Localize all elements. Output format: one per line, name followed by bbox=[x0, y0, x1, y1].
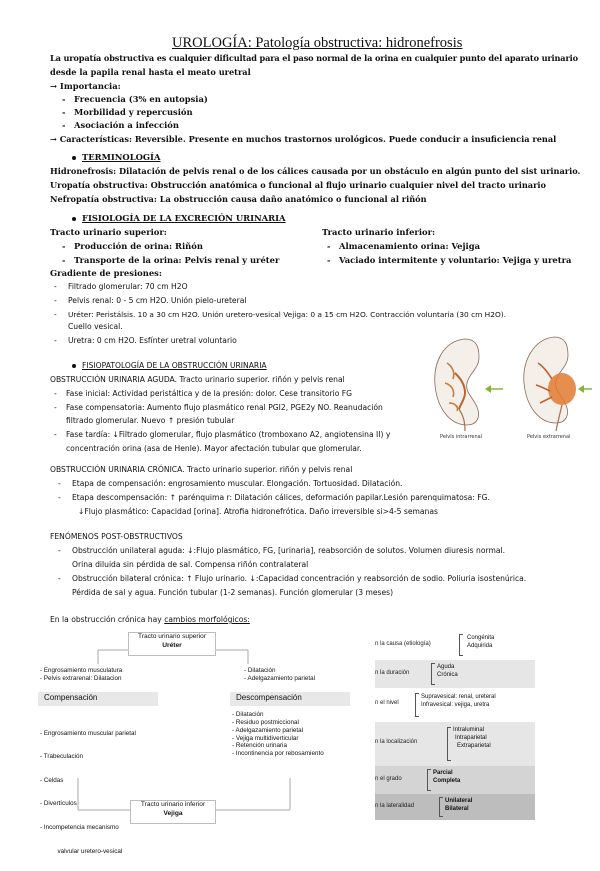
gradiente-title: Gradiente de presiones: bbox=[50, 268, 162, 278]
descompensacion-list: - Dilatación - Residuo postmiccional - Adelgazamiento parietal - Vejiga multidiverticular - Retención urinaria - Incontinencia por rebosamiento bbox=[232, 711, 324, 758]
compensacion-list: - Engrosamiento muscular parietal - Trabeculación - Celdas - Divertículos - Incompetencia mecanismo valvular uretero-vesical bbox=[40, 729, 136, 855]
intro-line-2: desde la papila renal hasta el meato uretral bbox=[50, 67, 251, 77]
gradiente-item: - Uréter: Peristálsis. 10 a 30 cm H2O. Unión uretero-vesical Vejiga: 0 a 15 cm H2O. Contracción voluntaria (30 cm H2O). bbox=[54, 310, 506, 319]
gradiente-item: - Pelvis renal: 0 - 5 cm H2O. Unión pielo-ureteral bbox=[54, 296, 247, 305]
tracto-superior-item: - Producción de orina: Riñón bbox=[62, 241, 203, 251]
figure-caption-left: Pelvis intrarrenal bbox=[440, 434, 483, 440]
bullet-icon bbox=[72, 156, 76, 160]
post-item: - Obstrucción bilateral crónica: ↑ Flujo urinario. ↓:Capacidad concentración y reabsorción de sodio. Poliuria isostenúrica. bbox=[58, 574, 527, 583]
cronica-item: ↓Flujo plasmático: Capacidad [orina]. Atrofia hidronefrótica. Daño irreversible si>4-5 semanas bbox=[78, 507, 438, 516]
classification-table bbox=[375, 630, 535, 820]
post-item: - Obstrucción unilateral aguda: ↓:Flujo plasmático, FG, [urinaria], reabsorción de solutos. Volumen diuresis normal. bbox=[58, 546, 506, 555]
bullet-icon bbox=[72, 217, 76, 221]
classification-options: Congénita Adquirida bbox=[467, 635, 495, 650]
classification-options: Unilateral Bilateral bbox=[445, 798, 473, 813]
post-item: Orina diluida sin pérdida de sal. Compensa riñón contralateral bbox=[72, 560, 309, 569]
aguda-item: - Fase tardía: ↓Filtrado glomerular, flujo plasmático (tromboxano A2, angiotensina II) y bbox=[54, 430, 391, 439]
importancia-item: - Frecuencia (3% en autopsia) bbox=[62, 94, 208, 104]
figure-caption-right: Pelvis extrarrenal bbox=[527, 434, 571, 440]
tracto-superior-item: - Transporte de la orina: Pelvis renal y uréter bbox=[62, 255, 280, 265]
post-title: FENÓMENOS POST-OBSTRUCTIVOS bbox=[50, 532, 183, 541]
aguda-item: concentración orina (asa de Henle). Mayor afectación tubular que glomerular. bbox=[66, 444, 362, 453]
classification-options: Parcial Completa bbox=[433, 770, 461, 785]
gradiente-item: Cuello vesical. bbox=[68, 322, 123, 331]
classification-label: n la causa (etiología) bbox=[375, 641, 431, 647]
classification-row bbox=[375, 794, 535, 820]
intro-line-1: La uropatía obstructiva es cualquier dificultad para el paso normal de la orina en cualquier punto del aparato urinario bbox=[50, 53, 578, 63]
importancia-item: - Morbilidad y repercusión bbox=[62, 107, 193, 117]
terminologia-line: Hidronefrosis: Dilatación de pelvis renal o de los cálices causada por un obstáculo en algún punto del sist urinario. bbox=[50, 166, 581, 176]
caracteristicas: → Características: Reversible. Presente en muchos trastornos urológicos. Puede conducir a insuficiencia renal bbox=[50, 134, 557, 144]
cronica-item: - Etapa descompensación: ↑ parénquima r: Dilatación cálices, deformación papilar.Lesión parenquimatosa: FG. bbox=[58, 493, 490, 502]
classification-row bbox=[375, 688, 535, 722]
cronica-title: OBSTRUCCIÓN URINARIA CRÓNICA. Tracto urinario superior. riñón y pelvis renal bbox=[50, 465, 353, 474]
compensacion-bar: Compensación bbox=[38, 692, 158, 706]
morphology-diagram bbox=[38, 628, 358, 855]
classification-label: n el nivel bbox=[375, 700, 399, 706]
classification-options: Aguda Crónica bbox=[437, 664, 458, 679]
classification-options: Supravesical: renal, ureteral Infravesical: vejiga, uretra bbox=[421, 694, 496, 709]
top-box-subtitle: Uréter bbox=[162, 641, 182, 649]
cronica-intro: En la obstrucción crónica hay cambios morfológicos: bbox=[50, 615, 250, 624]
bottom-box bbox=[130, 800, 216, 824]
bullet-icon bbox=[72, 364, 76, 368]
aguda-item: - Fase inicial: Actividad peristáltica y de la presión: dolor. Cese transitorio FG bbox=[54, 389, 353, 398]
tracto-superior-title: Tracto urinario superior: bbox=[50, 227, 167, 237]
classification-label: n la lateralidad bbox=[375, 803, 415, 809]
classification-row bbox=[375, 722, 535, 766]
tracto-inferior-title: Tracto urinario inferior: bbox=[322, 227, 436, 237]
classification-label: n el grado bbox=[375, 776, 402, 782]
post-item: Pérdida de sal y agua. Función tubular (1-2 semanas). Función glomerular (3 meses) bbox=[72, 588, 394, 597]
classification-label: n la duración bbox=[375, 670, 410, 676]
fisiopatologia-heading: FISIOPATOLOGÍA DE LA OBSTRUCCIÓN URINARIA bbox=[72, 362, 267, 371]
fisiologia-heading: FISIOLOGÍA DE LA EXCRECIÓN URINARIA bbox=[72, 214, 286, 224]
classification-label: n la localización bbox=[375, 739, 418, 745]
terminologia-line: Nefropatía obstructiva: La obstrucción causa daño anatómico o funcional al riñón bbox=[50, 194, 427, 204]
kidney-intrarenal-illustration bbox=[425, 333, 505, 433]
aguda-item: filtrado glomerular. Nuevo ↑ presión tubular bbox=[66, 416, 235, 425]
bottom-box-subtitle: Vejiga bbox=[163, 809, 183, 817]
tracto-inferior-item: - Vaciado intermitente y voluntario: Vejiga y uretra bbox=[327, 255, 572, 265]
gradiente-item: - Filtrado glomerular: 70 cm H2O bbox=[54, 282, 188, 291]
importancia-item: - Asociación a infección bbox=[62, 120, 179, 130]
kidney-extrarenal-illustration bbox=[512, 333, 594, 433]
top-box bbox=[128, 632, 216, 656]
gradiente-item: - Uretra: 0 cm H2O. Esfínter uretral voluntario bbox=[54, 336, 237, 345]
classification-row bbox=[375, 630, 535, 660]
descompensacion-bar: Descompensación bbox=[230, 692, 350, 706]
terminologia-heading: TERMINOLOGÍA bbox=[72, 153, 160, 163]
aguda-item: - Fase compensatoria: Aumento flujo plasmático renal PGI2, PGE2y NO. Reanudación bbox=[54, 403, 383, 412]
classification-row bbox=[375, 660, 535, 688]
cronica-item: - Etapa de compensación: engrosamiento muscular. Elongación. Tortuosidad. Dilatación. bbox=[58, 479, 403, 488]
right-top-list: - Dilatación - Adelgazamiento parietal bbox=[244, 667, 316, 682]
aguda-title: OBSTRUCCIÓN URINARIA AGUDA. Tracto urinario superior. riñón y pelvis renal bbox=[50, 375, 345, 384]
bottom-box-title: Tracto urinario inferior bbox=[140, 801, 206, 808]
classification-options: Intraluminal Intraparietal Extraparietal bbox=[453, 727, 491, 750]
classification-row bbox=[375, 766, 535, 794]
page-title: UROLOGÍA: Patología obstructiva: hidronefrosis bbox=[172, 35, 463, 51]
importancia-label: → Importancia: bbox=[50, 81, 121, 91]
tracto-inferior-item: - Almacenamiento orina: Vejiga bbox=[327, 241, 480, 251]
terminologia-line: Uropatía obstructiva: Obstrucción anatómica o funcional al flujo urinario cualquier nivel del tracto urinario bbox=[50, 180, 546, 190]
top-box-title: Tracto urinario superior bbox=[138, 633, 206, 640]
left-top-list: - Engrosamiento musculatura - Pelvis extrarenal: Dilatacion bbox=[40, 667, 123, 682]
